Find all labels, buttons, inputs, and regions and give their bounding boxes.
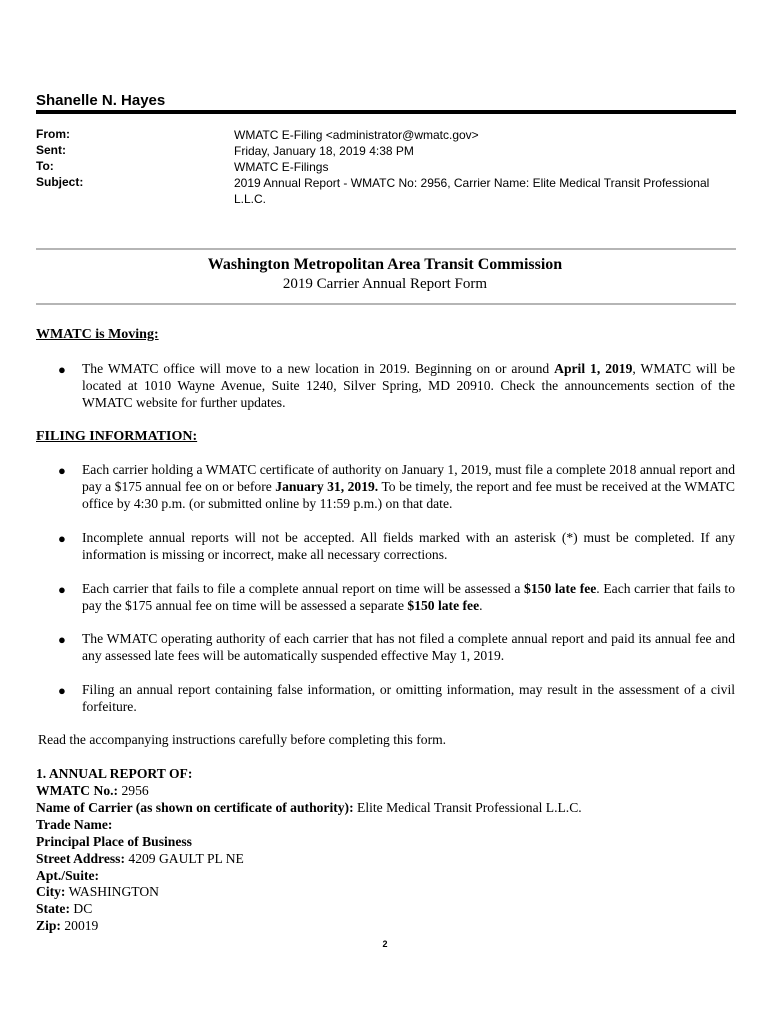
- sent-label: Sent:: [36, 143, 66, 157]
- street-address-field: Street Address: 4209 GAULT PL NE: [36, 851, 244, 866]
- apt-suite-field: Apt./Suite:: [36, 868, 100, 883]
- filing-item-deadline: Each carrier holding a WMATC certificate of authority on January 1, 2019, must file a complete 2018 annual report and pay a $175 annual fee on or before January 31, 2019. To be timely, the report and fee must be received at the WMATC office by 4:30 p.m. (or submitted online by 11:59 p.m.) on that date.: [82, 462, 735, 511]
- subject-label: Subject:: [36, 175, 84, 189]
- filing-item-forfeiture: Filing an annual report containing false information, or omitting information, may result in the assessment of a civil forfeiture.: [82, 682, 735, 714]
- to-value: WMATC E-Filings: [234, 160, 329, 174]
- report-heading: 1. ANNUAL REPORT OF:: [36, 766, 193, 781]
- trade-name-field: Trade Name:: [36, 817, 113, 832]
- filing-item-incomplete: Incomplete annual reports will not be accepted. All fields marked with an asterisk (*) must be completed. If any information is missing or incorrect, make all necessary corrections.: [82, 530, 735, 562]
- filing-item-suspension: The WMATC operating authority of each carrier that has not filed a complete annual report and paid its annual fee and any assessed late fees will be automatically suspended effective May 1, 2019.: [82, 631, 735, 663]
- bullet-icon: ●: [58, 362, 66, 377]
- zip-field: Zip: 20019: [36, 918, 99, 933]
- to-label: To:: [36, 159, 54, 173]
- instructions-note: Read the accompanying instructions carefully before completing this form.: [38, 732, 447, 747]
- bullet-icon: ●: [58, 632, 66, 647]
- filing-heading: FILING INFORMATION:: [36, 429, 198, 444]
- filing-item-late-fee: Each carrier that fails to file a complete annual report on time will be assessed a $150 late fee. Each carrier that fails to pay the $175 annual fee on time will be assessed a separate $150 late fee.: [82, 581, 735, 613]
- header-divider: [36, 110, 736, 114]
- principal-place-heading: Principal Place of Business: [36, 834, 192, 849]
- from-label: From:: [36, 127, 70, 141]
- moving-notice: The WMATC office will move to a new location in 2019. Beginning on or around April 1, 2019, WMATC will be located at 1010 Wayne Avenue, Suite 1240, Silver Spring, MD 20910. Check the announcements section of the WMATC website for further updates.: [82, 361, 735, 410]
- bullet-icon: ●: [58, 683, 66, 698]
- title-bottom-divider: [36, 303, 736, 305]
- sender-name: Shanelle N. Hayes: [36, 92, 166, 109]
- city-field: City: WASHINGTON: [36, 884, 159, 899]
- wmatc-no-field: WMATC No.: 2956: [36, 783, 149, 798]
- bullet-icon: ●: [58, 463, 66, 478]
- bullet-icon: ●: [58, 531, 66, 546]
- sent-value: Friday, January 18, 2019 4:38 PM: [234, 144, 414, 158]
- title-top-divider: [36, 248, 736, 250]
- from-value: WMATC E-Filing <administrator@wmatc.gov>: [234, 128, 479, 142]
- page-number: 2: [382, 939, 388, 949]
- carrier-name-field: Name of Carrier (as shown on certificate of authority): Elite Medical Transit Professional L.L.C.: [36, 800, 582, 815]
- subject-value: 2019 Annual Report - WMATC No: 2956, Carrier Name: Elite Medical Transit Professional L.L.C.: [234, 176, 710, 206]
- bullet-icon: ●: [58, 582, 66, 597]
- form-title: Washington Metropolitan Area Transit Commission: [207, 256, 563, 273]
- form-subtitle: 2019 Carrier Annual Report Form: [282, 276, 488, 292]
- state-field: State: DC: [36, 901, 93, 916]
- moving-heading: WMATC is Moving:: [36, 327, 159, 342]
